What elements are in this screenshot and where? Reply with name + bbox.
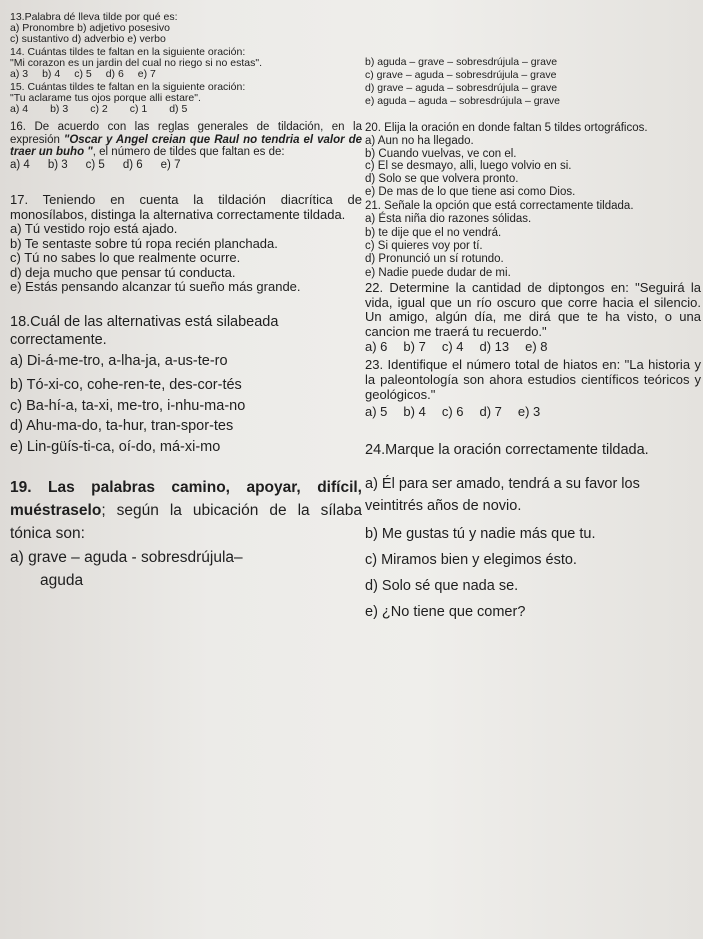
question-20-option-d: d) Solo se que volvera pronto. [365, 173, 519, 186]
question-13-option-d: d) grave – aguda – sobresdrújula – grave [365, 82, 558, 94]
question-20-option-b: b) Cuando vuelvas, ve con el. [365, 147, 517, 160]
question-24-option-d: d) Solo sé que nada se. [365, 577, 519, 594]
question-17-option-d: d) deja mucho que pensar tú conducta. [10, 264, 236, 280]
question-15-option: c) 1 [129, 103, 148, 115]
question-18-option-b: b) Tó-xi-co, cohe-ren-te, des-cor-tés [10, 377, 242, 393]
question-23-option: a) 5 [365, 403, 388, 419]
question-16-option: c) 5 [85, 158, 105, 171]
question-18 [10, 313, 362, 457]
question-19-option-a-cont: aguda [40, 572, 84, 589]
question-17-text: 17. Teniendo en cuenta la tildación diacrítica de monosílabos, distinga la alternativa correctamente tildada. [10, 192, 362, 222]
question-18-option-c: c) Ba-hí-a, ta-xi, me-tro, i-nhu-ma-no [10, 397, 246, 414]
question-14-option: d) 6 [105, 68, 124, 80]
question-13-text: 13.Palabra dé lleva tilde por qué es: [10, 11, 178, 23]
question-20-text: 20. Elija la oración en donde faltan 5 tildes ortográficos. [365, 122, 648, 134]
question-13-options-right [365, 56, 701, 108]
question-16-option: b) 3 [47, 158, 68, 171]
question-22-option: a) 6 [365, 339, 388, 355]
question-18-option-e: e) Lin-güís-ti-ca, oí-do, má-xi-mo [10, 438, 221, 455]
question-13-options-1: a) Pronombre b) adjetivo posesivo [10, 22, 170, 34]
question-19-text-end: ; según la ubicación de la sílaba tónica son: [10, 502, 362, 542]
question-14-text: 14. Cuántas tildes te faltan en la siguiente oración: [10, 46, 246, 58]
question-22-option: c) 4 [441, 339, 464, 355]
question-23-option: e) 3 [517, 403, 541, 419]
question-16 [10, 121, 362, 171]
question-24-option-a: a) Él para ser amado, tendrá a su favor los veintitrés años de novio. [365, 475, 640, 514]
question-17-option-c: c) Tú no sabes lo que realmente ocurre. [10, 250, 241, 265]
question-24-option-b: b) Me gustas tú y nadie más que tu. [365, 525, 596, 542]
question-19-text: 19. Las palabras camino, apoyar, [10, 479, 301, 496]
question-14-option: a) 3 [10, 68, 29, 80]
question-21 [365, 200, 701, 280]
question-23-option: b) 4 [403, 403, 426, 419]
question-20-option-c: c) El se desmayo, alli, luego volvio en si. [365, 160, 572, 173]
question-14-sentence: "Mi corazon es un jardin del cual no riego si no estas". [10, 57, 263, 69]
question-24 [365, 439, 701, 623]
question-13-option-c: c) grave – aguda – sobresdrújula – grave [365, 69, 557, 81]
question-18-option-d: d) Ahu-ma-do, ta-hur, tran-spor-tes [10, 418, 234, 434]
question-22-text: 22. Determine la cantidad de diptongos en: "Seguirá la vida, igual que un río oscuro que corre hacia el silencio. Un amigo, algún día, me dirá que te ha visto, o una cancion me traerá tu recuerdo." [365, 280, 701, 339]
question-22 [365, 281, 701, 355]
question-19-words: difícil, muéstraselo [10, 479, 362, 519]
question-14-option: e) 7 [137, 68, 156, 80]
question-14-option: c) 5 [74, 68, 92, 80]
question-16-option: e) 7 [160, 158, 181, 171]
question-19-option-a: a) grave – aguda - sobresdrújula– [10, 549, 243, 566]
question-23 [365, 357, 701, 419]
question-17 [10, 193, 362, 295]
question-15-sentence: "Tu aclarame tus ojos porque alli estare". [10, 92, 201, 104]
question-18-text: 18.Cuál de las alternativas está silabeada correctamente. [10, 313, 279, 348]
question-17-option-a: a) Tú vestido rojo está ajado. [10, 221, 178, 236]
question-21-option-b: b) te dije que el no vendrá. [365, 226, 502, 239]
question-13-option-e: e) aguda – aguda – sobresdrújula – grave [365, 95, 560, 107]
question-20-option-e: e) De mas de lo que tiene asi como Dios. [365, 185, 576, 198]
question-24-option-c: c) Miramos bien y elegimos ésto. [365, 551, 577, 568]
question-13-options-2: c) sustantivo d) adverbio e) verbo [10, 33, 166, 45]
question-16-text: 16. De acuerdo con las reglas generales de tildación, en la expresión [10, 121, 362, 146]
question-19 [10, 476, 362, 592]
question-13-option-b: b) aguda – grave – sobresdrújula – grave [365, 56, 558, 68]
question-16-text-end: , el número de tildes que faltan es de: [92, 146, 285, 158]
question-15-option: b) 3 [50, 103, 69, 115]
question-16-option: d) 6 [122, 158, 143, 171]
question-15-option: c) 2 [90, 103, 108, 115]
question-15-option: d) 5 [169, 103, 188, 115]
question-17-option-e: e) Estás pensando alcanzar tú sueño más grande. [10, 279, 301, 294]
question-16-option: a) 4 [10, 158, 30, 171]
question-22-option: b) 7 [403, 339, 426, 355]
question-21-option-e: e) Nadie puede dudar de mi. [365, 266, 511, 279]
question-15 [10, 82, 362, 115]
question-16-sentence: "Oscar y Angel creian que Raul no tendria el valor de traer un buho " [10, 133, 363, 158]
left-column [10, 12, 362, 592]
question-21-text: 21. Señale la opción que está correctamente tildada. [365, 199, 634, 212]
question-23-option: d) 7 [479, 403, 502, 419]
question-22-option: d) 13 [479, 339, 510, 355]
question-14 [10, 47, 362, 80]
question-23-option: c) 6 [441, 403, 464, 419]
question-15-option: a) 4 [10, 103, 29, 115]
question-13 [10, 12, 362, 45]
question-20-option-a: a) Aun no ha llegado. [365, 134, 474, 147]
question-22-option: e) 8 [525, 339, 548, 355]
question-20 [365, 122, 701, 199]
question-24-text: 24.Marque la oración correctamente tildada. [365, 441, 649, 458]
question-23-text: 23. Identifique el número total de hiatos en: "La historia y la paleontología son ahora estudios científicos teóricos y geológicos." [365, 356, 701, 402]
right-column [365, 56, 701, 623]
question-14-option: b) 4 [42, 68, 61, 80]
question-17-option-b: b) Te sentaste sobre tú ropa recién planchada. [10, 235, 278, 251]
question-21-option-c: c) Si quieres voy por tí. [365, 240, 483, 252]
question-18-option-a: a) Di-á-me-tro, a-lha-ja, a-us-te-ro [10, 352, 228, 369]
question-24-option-e: e) ¿No tiene que comer? [365, 603, 526, 620]
question-15-text: 15. Cuántas tildes te faltan en la siguiente oración: [10, 81, 246, 93]
question-21-option-d: d) Pronunció un sí rotundo. [365, 253, 504, 266]
question-21-option-a: a) Ésta niña dio razones sólidas. [365, 213, 532, 226]
